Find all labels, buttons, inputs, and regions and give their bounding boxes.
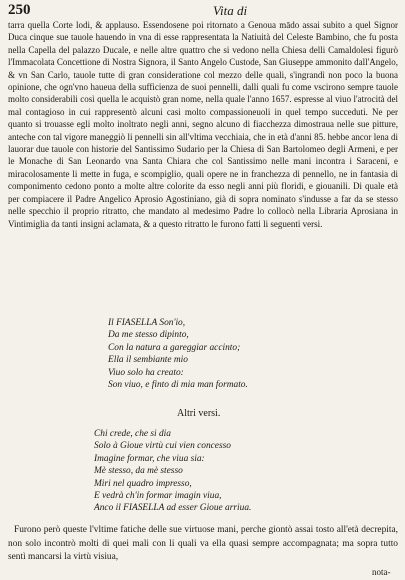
closing-paragraph: Furono però queste l'vltime fatiche delle sue virtuose mani, perche giontò assai tosto all'età decrepita, non solo incontrò molti di quei mali con li quali va ella quasi sempre accompagnata; ma sopra tutto sentì mancarsi la virtù visiua, xyxy=(8,525,398,562)
verse-line: Anco il FIASELLA ad esser Gioue arriua. xyxy=(94,503,252,514)
closing-paragraph-block xyxy=(8,524,398,565)
verse-line: Il FIASELLA Son'io, xyxy=(108,318,186,328)
verse-line: E vedrà ch'in formar imagin viua, xyxy=(94,491,222,502)
verse-one xyxy=(108,317,248,391)
verse-line: Miri nel quadro impresso, xyxy=(94,478,192,489)
verse-two xyxy=(94,428,251,515)
catchword: nota- xyxy=(372,567,391,577)
verse-line: Viuo solo ha creato: xyxy=(108,367,184,378)
verse-line: Mè stesso, da mè stesso xyxy=(94,466,183,477)
verse-line: Imagine formar, che viua sia: xyxy=(94,453,205,464)
altri-versi-heading: Altri versi. xyxy=(177,408,221,419)
verse-line: Chi crede, che si dia xyxy=(94,429,171,439)
running-title: Vita di xyxy=(213,3,248,18)
verse-line: Da me stesso dipinto, xyxy=(108,330,189,341)
main-paragraph: tarra quella Corte lodi, & applauso. Essendosene poi ritornato a Genoua mādo assai subito a quel Signor Duca cinque sue tauole hauendo in vna di esse rappresentata la Natiuità del Celeste Bambino, che fu posta nella Capella del palazzo Ducale, e nelle altre quattro che si vedono nella Chiesa delli Camaldolesi figurò l'Immacolata Concettione di Nostra Signora, il Santo Angelo Custode, San Giuseppe ammonito dall'Angelo, & vn San Carlo, tauole tutte di gran consideratione col mezzo delle quali, s'ingrandì non poco la buona opinione, che ogn'vno haueua della sufficienza de suoi pennelli, dalli quali fu come vscirono sempre tauole molto considerabili così quella le acquistò gran nome, nella quale l'anno 1657. espresse al viuo l'atrocità del mal contagioso in cui rappresentò alcuni casi molto compassioneuoli in quel tempo succeduti. Ne per quanto si trouasse egli molto inoltrato negli anni, segno alcuno di fiacchezza dimostraua nelle sue pitture, anteche con tal vigore maneggiò li pennelli sin all'vltima vecchiaia, che in età d'anni 85. hebbe ancor lena di lauorar due tauole con historie del Santissimo Sudario per la Chiesa di San Bartolomeo degli Armeni, e per le Monache di San Leonardo vna Santa Chiara che col Santissimo nelle mani incontra i Saraceni, e miracolosamente li mette in fuga, e scompiglio, quali opere ne in franchezza di pennello, ne in fantasia di componimento cedono ponto a molte altre colorite da esso negli anni più floridi, e giouanili. Di quale età per compiacere il Padre Angelico Aprosio Agostiniano, già di sopra nominato s'indusse a far da se stesso nelle specchio il proprio ritratto, che mandato al medesimo Padre lo collocò nella Libraria Aprosiana in Vintimiglia da tanti insigni aclamata, & a questo ritratto le furono fatti li seguenti versi. xyxy=(8,20,398,229)
verse-line: Ella il sembiante mio xyxy=(108,355,188,366)
page-number: 250 xyxy=(8,2,31,18)
verse-line: Con la natura a gareggiar accinto; xyxy=(108,342,241,353)
page-header xyxy=(8,2,398,18)
verse-line: Son viuo, e finto di mia man formato. xyxy=(108,380,248,391)
verse-line: Solo à Gioue virtù cui vien concesso xyxy=(94,441,231,452)
main-paragraph-block xyxy=(8,19,398,230)
